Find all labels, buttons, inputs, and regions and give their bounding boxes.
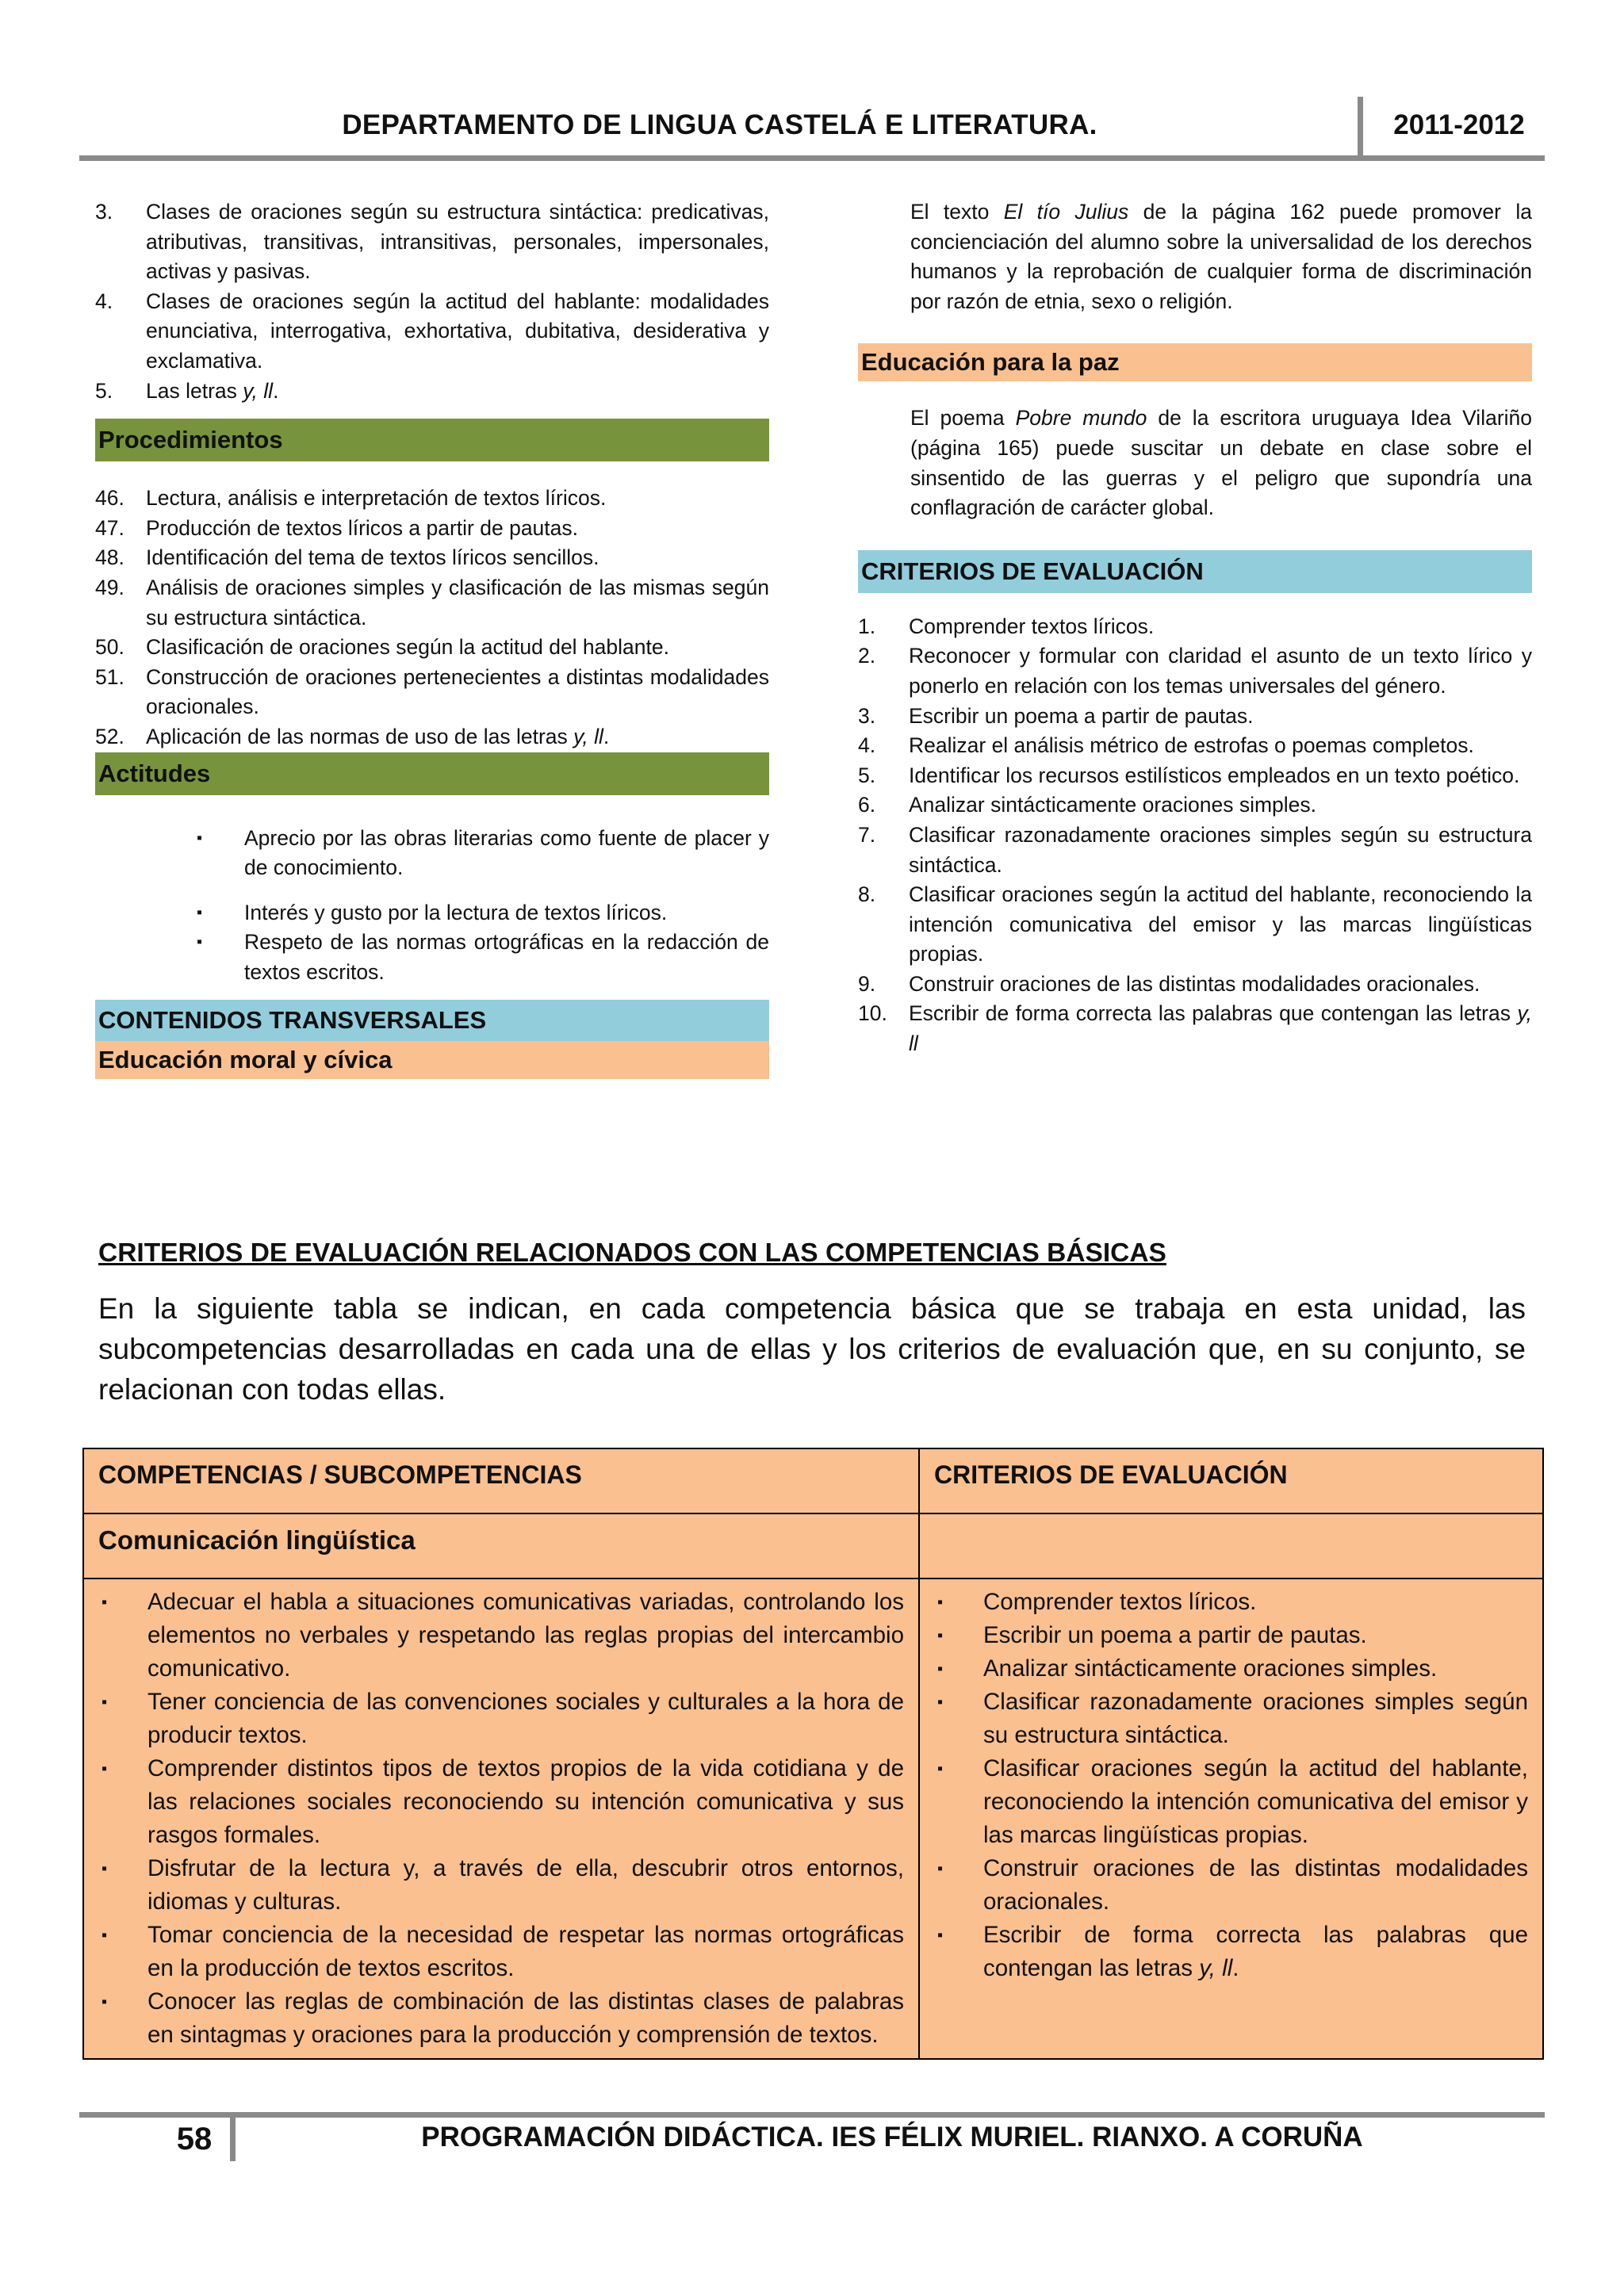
list-item: 48. Identificación del tema de textos líricos sencillos. xyxy=(95,545,599,570)
left-column xyxy=(95,197,769,1079)
footer-text: PROGRAMACIÓN DIDÁCTICA. IES FÉLIX MURIEL. RIANXO. A CORUÑA xyxy=(421,2122,1363,2152)
list-item: 4. Clases de oraciones según la actitud del hablante: modalidades enunciativa, interrogativa, exhortativa, dubitativa, desiderativa y exclamativa. xyxy=(95,289,769,373)
table-criterios-list xyxy=(920,1579,1542,1992)
right-column xyxy=(858,197,1532,1059)
bullet-icon: ▪ xyxy=(102,1993,108,2011)
section-title: CRITERIOS DE EVALUACIÓN RELACIONADOS CON LAS COMPETENCIAS BÁSICAS xyxy=(98,1238,1166,1268)
list-item: 8. Clasificar oraciones según la actitud del hablante, reconociendo la intención comunicativa del emisor y las marcas lingüísticas propias. xyxy=(858,882,1532,966)
section-intro: En la siguiente tabla se indican, en cada competencia básica que se trabaja en esta unidad, las subcompetencias desarrolladas en cada una de ellas y los criterios de evaluación que, en su conjunto, se relacionan con todas ellas. xyxy=(98,1292,1526,1406)
list-item: 5. Las letras y, ll. xyxy=(95,378,279,403)
list-item: 5. Identificar los recursos estilísticos empleados en un texto poético. xyxy=(858,763,1520,787)
bullet-icon: ▪ xyxy=(102,1860,108,1877)
list-item: ▪ Escribir un poema a partir de pautas. xyxy=(920,1619,1528,1652)
list-item: 4. Realizar el análisis métrico de estrofas o poemas completos. xyxy=(858,733,1474,758)
column-header-criterios: CRITERIOS DE EVALUACIÓN xyxy=(919,1448,1543,1513)
list-item: 46. Lectura, análisis e interpretación de textos líricos. xyxy=(95,486,607,511)
bullet-icon: ▪ xyxy=(937,1693,944,1711)
list-item: 1. Comprender textos líricos. xyxy=(858,614,1155,638)
empty-cell xyxy=(919,1513,1543,1578)
list-item: ▪ Clasificar razonadamente oraciones simples según su estructura sintáctica. xyxy=(920,1686,1528,1752)
table-header-row xyxy=(83,1448,1543,1513)
bullet-icon: ▪ xyxy=(937,1660,944,1678)
list-item: ▪ Construir oraciones de las distintas modalidades oracionales. xyxy=(920,1852,1528,1919)
paz-heading: Educación para la paz xyxy=(858,343,1532,381)
bullet-icon: ▪ xyxy=(102,1693,108,1711)
list-item: 47. Producción de textos líricos a partir de pautas. xyxy=(95,515,579,540)
list-item: 7. Clasificar razonadamente oraciones simples según su estructura sintáctica. xyxy=(858,822,1532,877)
list-item: ▪ Analizar sintácticamente oraciones simples. xyxy=(920,1652,1528,1686)
list-item: ▪ Tener conciencia de las convenciones sociales y culturales a la hora de producir textos. xyxy=(84,1686,904,1752)
actitudes-list xyxy=(95,824,769,988)
list-item: 9. Construir oraciones de las distintas modalidades oracionales. xyxy=(858,971,1480,996)
list-item: ▪ Respeto de las normas ortográficas en la redacción de textos escritos. xyxy=(95,928,769,987)
bullet-icon: ▪ xyxy=(937,1594,944,1611)
list-item: 52. Aplicación de las normas de uso de las letras y, ll. xyxy=(95,724,610,748)
bullet-icon: ▪ xyxy=(937,1760,944,1777)
table-row xyxy=(83,1578,1543,2059)
moral-heading: Educación moral y cívica xyxy=(95,1041,769,1079)
list-item: 3. Clases de oraciones según su estructura sintáctica: predicativas, atributivas, transitivas, intransitivas, personales, impersonales, activas y pasivas. xyxy=(95,200,769,284)
competencias-table xyxy=(82,1448,1544,2060)
header-year: 2011-2012 xyxy=(1393,109,1525,140)
procedimientos-list xyxy=(95,484,769,752)
bullet-icon: ▪ xyxy=(937,1627,944,1644)
footer-rule xyxy=(79,2112,1545,2118)
page-number: 58 xyxy=(176,2122,213,2156)
actitudes-heading: Actitudes xyxy=(95,752,769,795)
criterios-heading: CRITERIOS DE EVALUACIÓN xyxy=(858,550,1532,593)
list-item: ▪ Disfrutar de la lectura y, a través de ella, descubrir otros entornos, idiomas y culturas. xyxy=(84,1852,904,1919)
list-item: ▪ Conocer las reglas de combinación de las distintas clases de palabras en sintagmas y oraciones para la producción y comprensión de textos. xyxy=(84,1985,904,2052)
subcompetencias-cell xyxy=(83,1578,919,2059)
bullet-icon: ▪ xyxy=(102,1594,108,1611)
concepts-list xyxy=(95,197,769,406)
bullet-icon: ▪ xyxy=(937,1927,944,1944)
list-item: ▪ Escribir de forma correcta las palabras que contengan las letras y, ll. xyxy=(920,1919,1528,1985)
bullet-icon: ▪ xyxy=(102,1760,108,1777)
list-item: 10. Escribir de forma correcta las palabras que contengan las letras y, ll xyxy=(858,1001,1532,1056)
list-item: 2. Reconocer y formular con claridad el asunto de un texto lírico y ponerlo en relación con los temas universales del género. xyxy=(858,644,1532,698)
table-row xyxy=(83,1513,1543,1578)
criterios-cell xyxy=(919,1578,1543,2059)
list-item: 3. Escribir un poema a partir de pautas. xyxy=(858,703,1254,728)
list-item: 6. Analizar sintácticamente oraciones simples. xyxy=(858,793,1317,817)
header-divider xyxy=(1358,97,1363,159)
competence-name: Comunicación lingüística xyxy=(83,1513,919,1578)
criterios-list xyxy=(858,612,1532,1059)
list-item: ▪ Aprecio por las obras literarias como fuente de placer y de conocimiento. xyxy=(95,824,769,883)
list-item: 49. Análisis de oraciones simples y clasificación de las mismas según su estructura sintáctica. xyxy=(95,575,769,629)
list-item: ▪ Interés y gusto por la lectura de textos líricos. xyxy=(95,898,769,928)
column-header-competencias: COMPETENCIAS / SUBCOMPETENCIAS xyxy=(83,1448,919,1513)
bullet-icon: ▪ xyxy=(937,1860,944,1877)
procedimientos-heading: Procedimientos xyxy=(95,419,769,461)
list-item: 50. Clasificación de oraciones según la actitud del hablante. xyxy=(95,635,669,660)
list-item: ▪ Comprender distintos tipos de textos propios de la vida cotidiana y de las relaciones sociales reconociendo su intención comunicativa y sus rasgos formales. xyxy=(84,1752,904,1852)
bullet-icon: ▪ xyxy=(197,903,203,921)
list-item: 51. Construcción de oraciones pertenecientes a distintas modalidades oracionales. xyxy=(95,664,769,719)
list-item: ▪ Clasificar oraciones según la actitud del hablante, reconociendo la intención comunicativa del emisor y las marcas lingüísticas propias. xyxy=(920,1752,1528,1852)
paz-paragraph: El poema Pobre mundo de la escritora uruguaya Idea Vilariño (página 165) puede suscitar un debate en clase sobre el sinsentido de las guerras y el peligro que supondría una conflagración de carácter global. xyxy=(910,406,1533,520)
footer-divider xyxy=(230,2112,236,2161)
list-item: ▪ Comprender textos líricos. xyxy=(920,1586,1528,1619)
list-item: ▪ Adecuar el habla a situaciones comunicativas variadas, controlando los elementos no verbales y respetando las reglas propias del intercambio comunicativo. xyxy=(84,1586,904,1686)
bullet-icon: ▪ xyxy=(197,828,203,847)
subcompetencias-list xyxy=(84,1579,918,2058)
bullet-icon: ▪ xyxy=(197,933,203,951)
moral-paragraph: El texto El tío Julius de la página 162 puede promover la concienciación del alumno sobre la universalidad de los derechos humanos y la reprobación de cualquier forma de discriminación por razón de etnia, sexo o religión. xyxy=(910,200,1532,313)
header-department: DEPARTAMENTO DE LINGUA CASTELÁ E LITERATURA. xyxy=(342,109,1097,140)
transversales-heading: CONTENIDOS TRANSVERSALES xyxy=(95,1000,769,1041)
list-item: ▪ Tomar conciencia de la necesidad de respetar las normas ortográficas en la producción de textos escritos. xyxy=(84,1919,904,1985)
header-rule xyxy=(79,155,1545,161)
bullet-icon: ▪ xyxy=(102,1927,108,1944)
